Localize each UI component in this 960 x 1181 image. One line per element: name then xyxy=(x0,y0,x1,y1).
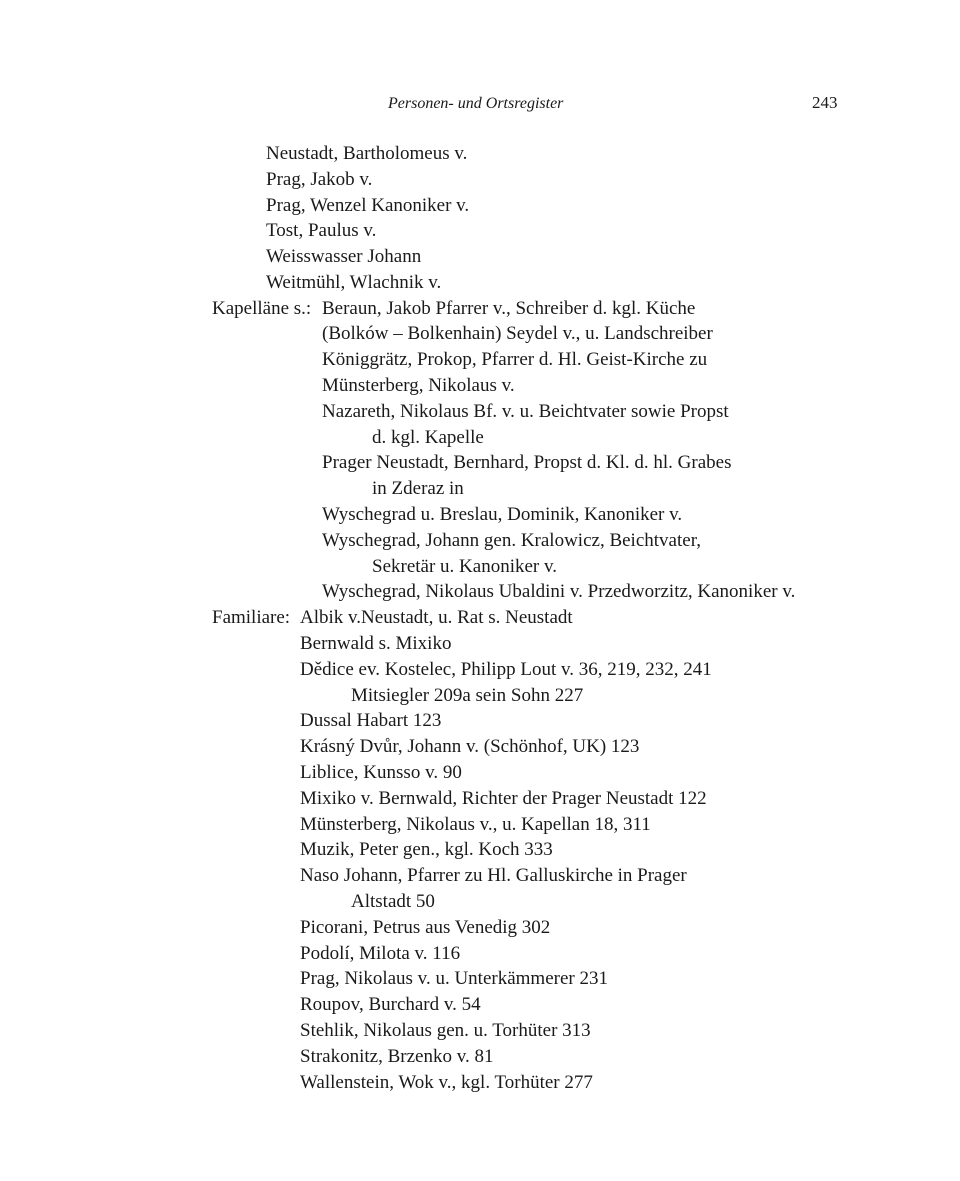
register-entry: Wyschegrad, Johann gen. Kralowicz, Beichtvater, xyxy=(322,530,702,551)
register-entry: Wallenstein, Wok v., kgl. Torhüter 277 xyxy=(300,1072,593,1093)
register-entry: Albik v.Neustadt, u. Rat s. Neustadt xyxy=(300,607,573,628)
register-entry: Königgrätz, Prokop, Pfarrer d. Hl. Geist-Kirche zu xyxy=(322,349,708,370)
register-entry-continuation: Mitsiegler 209a sein Sohn 227 xyxy=(351,685,584,706)
register-entry: Neustadt, Bartholomeus v. xyxy=(266,143,468,164)
register-entry: Muzik, Peter gen., kgl. Koch 333 xyxy=(300,839,553,860)
register-entry-continuation: in Zderaz in xyxy=(372,478,464,499)
register-entry: (Bolków – Bolkenhain) Seydel v., u. Landschreiber xyxy=(322,323,713,344)
register-entry: Podolí, Milota v. 116 xyxy=(300,943,461,964)
register-entry: Wyschegrad u. Breslau, Dominik, Kanoniker v. xyxy=(322,504,683,525)
running-head-title: Personen- und Ortsregister xyxy=(388,95,564,112)
section-label-kapellaene: Kapelläne s.: xyxy=(212,298,312,319)
register-entry: Münsterberg, Nikolaus v., u. Kapellan 18, 311 xyxy=(300,814,651,835)
register-entry: Strakonitz, Brzenko v. 81 xyxy=(300,1046,494,1067)
register-entry: Nazareth, Nikolaus Bf. v. u. Beichtvater sowie Propst xyxy=(322,401,729,422)
register-entry: Liblice, Kunsso v. 90 xyxy=(300,762,462,783)
register-entry-continuation: d. kgl. Kapelle xyxy=(372,427,484,448)
register-entry: Prag, Wenzel Kanoniker v. xyxy=(266,195,470,216)
register-entry: Weisswasser Johann xyxy=(266,246,422,267)
register-entry: Wyschegrad, Nikolaus Ubaldini v. Przedworzitz, Kanoniker v. xyxy=(322,581,796,602)
register-entry: Mixiko v. Bernwald, Richter der Prager Neustadt 122 xyxy=(300,788,707,809)
register-entry: Tost, Paulus v. xyxy=(266,220,377,241)
register-entry: Bernwald s. Mixiko xyxy=(300,633,452,654)
register-entry: Stehlik, Nikolaus gen. u. Torhüter 313 xyxy=(300,1020,591,1041)
register-entry: Naso Johann, Pfarrer zu Hl. Galluskirche in Prager xyxy=(300,865,687,886)
register-entry: Prag, Jakob v. xyxy=(266,169,373,190)
section-label-familiare: Familiare: xyxy=(212,607,291,628)
register-entry: Weitmühl, Wlachnik v. xyxy=(266,272,442,293)
register-entry: Prag, Nikolaus v. u. Unterkämmerer 231 xyxy=(300,968,608,989)
register-entry: Picorani, Petrus aus Venedig 302 xyxy=(300,917,551,938)
page-number: 243 xyxy=(812,93,838,112)
register-entry: Beraun, Jakob Pfarrer v., Schreiber d. kgl. Küche xyxy=(322,298,696,319)
register-entry-continuation: Sekretär u. Kanoniker v. xyxy=(372,556,558,577)
register-entry: Roupov, Burchard v. 54 xyxy=(300,994,481,1015)
register-entry: Krásný Dvůr, Johann v. (Schönhof, UK) 123 xyxy=(300,736,640,757)
register-entry: Dussal Habart 123 xyxy=(300,710,442,731)
register-entry: Dědice ev. Kostelec, Philipp Lout v. 36, 219, 232, 241 xyxy=(300,659,712,680)
register-entry: Münsterberg, Nikolaus v. xyxy=(322,375,515,396)
register-entry: Prager Neustadt, Bernhard, Propst d. Kl. d. hl. Grabes xyxy=(322,452,732,473)
register-entry-continuation: Altstadt 50 xyxy=(351,891,435,912)
